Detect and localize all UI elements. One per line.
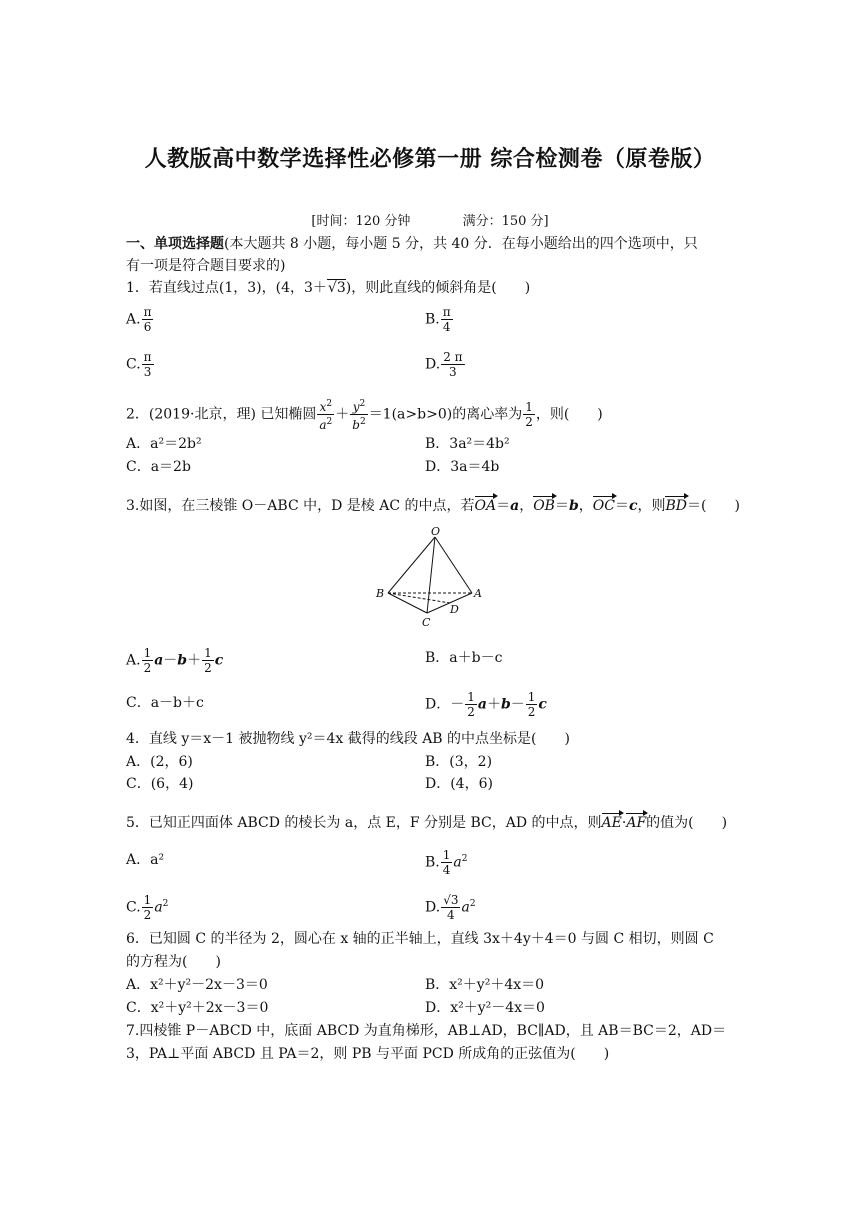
q5-c-label: C.	[126, 899, 141, 916]
q1-sqrt-value: 3	[336, 280, 346, 296]
q1-stem-b: )，则此直线的倾斜角是( )	[345, 280, 531, 296]
q3-stem-b: ，则	[637, 498, 666, 514]
vector-ob: OB	[533, 495, 555, 517]
section-title: 一、单项选择题	[126, 236, 224, 252]
q3-a-label: A.	[126, 652, 141, 669]
label-d: D	[450, 603, 459, 616]
q3-option-c: C．a－b＋c	[126, 695, 204, 711]
vector-oa: OA	[475, 495, 497, 517]
q5-stem-a: 5．已知正四面体 ABCD 的棱长为 a，点 E，F 分别是 BC，AD 的中点，则	[126, 815, 602, 831]
edge-oc	[427, 537, 435, 613]
vector-ae: AE	[602, 812, 622, 834]
q3-stem-a: 3.如图，在三棱锥 O－ABC 中，D 是棱 AC 的中点，若	[126, 498, 475, 514]
exam-score: 满分：150 分]	[462, 214, 549, 229]
q1-a-fraction	[142, 305, 154, 334]
section-intro-line2: 有一项是符合题目要求的)	[126, 258, 286, 274]
q1-d-label: D.	[425, 356, 441, 373]
question-4-stem: 4．直线 y＝x－1 被抛物线 y²＝4x 截得的线段 AB 的中点坐标是( )	[126, 731, 570, 747]
q2-stem-c: ，则( )	[535, 406, 603, 423]
q1-d-fraction	[441, 350, 464, 379]
tetrahedron-figure	[368, 527, 496, 633]
q1-c-den: 3	[143, 365, 152, 379]
q4-option-d: D．(4，6)	[425, 776, 493, 792]
q1-option-b	[425, 305, 454, 334]
edge-ob	[388, 537, 435, 593]
q1-b-num: π	[442, 305, 451, 319]
label-o: O	[431, 527, 441, 538]
q1-sqrt: √3	[327, 280, 346, 296]
question-6-line2: 的方程为( )	[126, 954, 221, 970]
q1-d-den: 3	[449, 365, 457, 379]
question-1-stem	[126, 277, 738, 299]
q3-option-d: D．－ $\frac{1}{2}$ a＋b－ $\frac{1}{2}$ c	[425, 690, 547, 719]
question-2-stem: 2．(2019·北京，理) 已知椭圆 $\frac{x^2}{a^2}$ ＋ $\frac{y^2}{b^2}$ ＝1(a>b>0)的离心率为 $\frac{1}{2}$ ，则( )	[126, 399, 603, 432]
q1-b-den: 4	[442, 320, 451, 334]
q4-option-b: B．(3，2)	[425, 754, 493, 770]
q5-option-b: B. $\frac{1}{4}$ $a^2$	[425, 848, 468, 877]
q1-a-num: π	[143, 305, 152, 319]
q6-option-c: C．x²＋y²＋2x－3＝0	[126, 1000, 269, 1016]
vector-oc: OC	[593, 495, 615, 517]
q1-c-num: π	[143, 350, 152, 364]
q5-stem-b: 的值为( )	[646, 815, 728, 831]
q1-option-a	[126, 305, 154, 334]
edge-bc	[388, 593, 427, 613]
q5-d-label: D.	[425, 899, 441, 916]
q4-option-a: A．(2，6)	[126, 754, 193, 770]
q5-option-d: D. $\frac{√3}{4}$ $a^2$	[425, 893, 476, 922]
q1-d-num: 2 π	[443, 350, 463, 364]
page-title: 人教版高中数学选择性必修第一册 综合检测卷（原卷版）	[144, 147, 716, 172]
q1-option-d	[425, 350, 466, 379]
q3-d-label: D．	[425, 696, 451, 713]
vector-af: AF	[626, 812, 646, 834]
q5-option-c: C. $\frac{1}{2}$ $a^2$	[126, 893, 169, 922]
question-3-stem: 3.如图，在三棱锥 O－ABC 中，D 是棱 AC 的中点，若OA＝a，OB＝b，OC＝c，则BD＝( )	[126, 495, 738, 517]
q6-option-b: B．x²＋y²＋4x＝0	[425, 977, 545, 993]
edge-oa	[435, 537, 472, 593]
q2-eccentricity: $\frac{1}{2}$	[525, 400, 533, 429]
question-7-line1: 7.四棱锥 P－ABCD 中，底面 ABCD 为直角梯形，AB⊥AD，BC∥AD，且 AB＝BC＝2，AD＝	[126, 1023, 727, 1039]
q1-a-label: A.	[126, 311, 141, 328]
q6-option-a: A．x²＋y²－2x－3＝0	[126, 977, 268, 993]
q2-ellipse-x-term: $\frac{x^2}{a^2}$	[319, 399, 333, 432]
q1-option-c	[126, 350, 155, 379]
q2-ellipse-y-term: $\frac{y^2}{b^2}$	[352, 399, 366, 432]
q2-option-b: B．3a²＝4b²	[425, 436, 510, 452]
q5-b-label: B.	[425, 854, 440, 871]
q1-c-label: C.	[126, 356, 141, 373]
q3-stem-c: ＝( )	[687, 498, 740, 514]
question-6-line1: 6．已知圆 C 的半径为 2，圆心在 x 轴的正半轴上，直线 3x＋4y＋4＝0 与圆 C 相切，则圆 C	[126, 931, 714, 947]
label-b: B	[376, 587, 385, 600]
exam-meta	[0, 210, 860, 229]
q1-a-den: 6	[143, 320, 152, 334]
q1-c-fraction	[142, 350, 154, 379]
q1-b-label: B.	[425, 311, 440, 328]
q2-option-c: C．a＝2b	[126, 459, 191, 475]
q1-b-fraction	[441, 305, 453, 334]
label-a: A	[474, 587, 482, 600]
q2-stem-a: 2．(2019·北京，理) 已知椭圆	[126, 406, 317, 423]
exam-time: [时间：120 分钟	[311, 214, 411, 229]
question-7-line2: 3，PA⊥平面 ABCD 且 PA＝2，则 PB 与平面 PCD 所成角的正弦值为( )	[126, 1046, 610, 1062]
q3-option-b: B．a＋b－c	[425, 650, 503, 666]
label-c: C	[422, 616, 431, 629]
q2-option-d: D．3a＝4b	[425, 459, 500, 475]
q5-option-a: A．a²	[126, 852, 165, 868]
q2-option-a: A．a²＝2b²	[126, 436, 202, 452]
q1-stem-a: 1．若直线过点(1，3)，(4，3＋	[126, 280, 327, 296]
question-5-stem: 5．已知正四面体 ABCD 的棱长为 a，点 E，F 分别是 BC，AD 的中点，则AE·AF的值为( )	[126, 812, 738, 834]
q4-option-c: C．(6，4)	[126, 776, 194, 792]
q3-option-a: A. $\frac{1}{2}$ a－b＋ $\frac{1}{2}$ c	[126, 646, 224, 675]
section-intro: (本大题共 8 小题，每小题 5 分，共 40 分．在每小题给出的四个选项中，只	[224, 236, 698, 252]
q2-stem-b: ＝1(a>b>0)的离心率为	[368, 406, 523, 423]
q6-option-d: D．x²＋y²－4x＝0	[425, 1000, 545, 1016]
vector-bd: BD	[665, 495, 687, 517]
section-heading	[126, 233, 738, 255]
